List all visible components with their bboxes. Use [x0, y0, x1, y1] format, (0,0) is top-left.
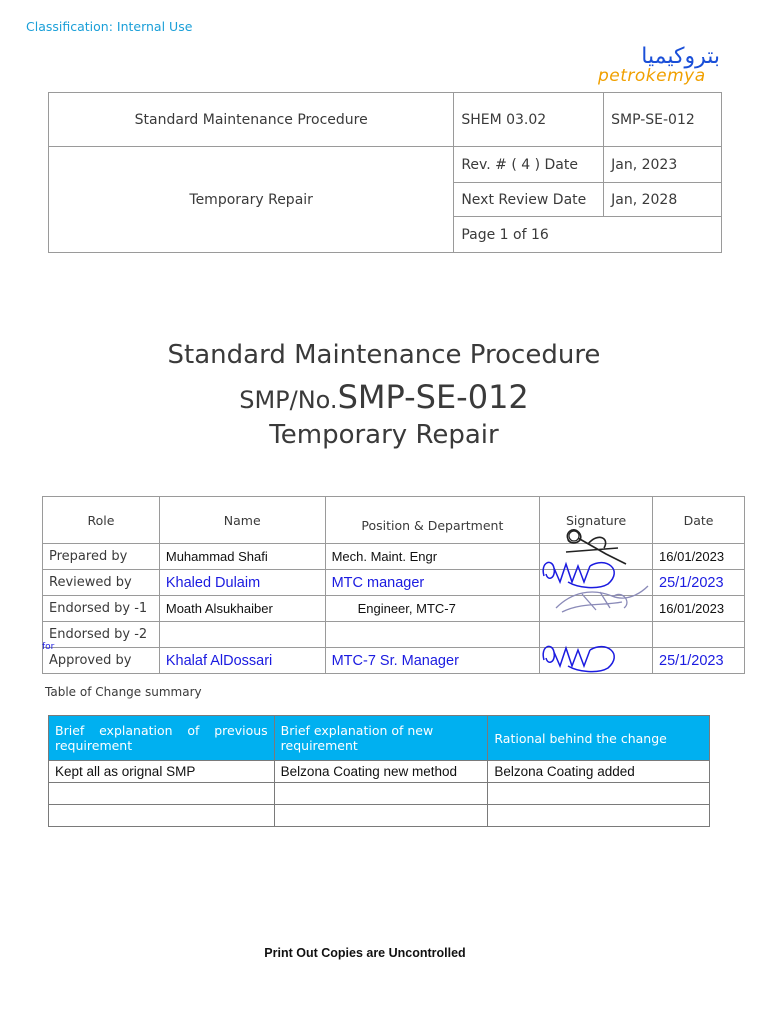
company-logo — [596, 44, 726, 90]
rev-label: Rev. # ( 4 ) Date — [454, 147, 604, 183]
page-indicator: Page 1 of 16 — [454, 217, 722, 253]
header-name: Name — [159, 497, 325, 544]
header-role: Role — [43, 497, 160, 544]
new-cell — [274, 805, 488, 827]
date-cell: 25/1/2023 — [653, 570, 745, 596]
table-row — [49, 783, 710, 805]
new-cell: Belzona Coating new method — [274, 761, 488, 783]
position-cell — [325, 622, 540, 648]
table-row — [49, 761, 710, 783]
header-position: Position & Department — [325, 497, 540, 544]
table-row — [43, 648, 745, 674]
logo-english-text: petrokemya — [598, 66, 706, 86]
next-review-label: Next Review Date — [454, 183, 604, 217]
position-cell: MTC manager — [325, 570, 540, 596]
role-cell: Prepared by — [43, 544, 160, 570]
rev-date: Jan, 2023 — [604, 147, 722, 183]
document-header-table — [48, 92, 722, 253]
table-row — [43, 544, 745, 570]
signature-approved-by — [538, 636, 628, 676]
for-note: for — [42, 642, 55, 652]
role-cell: Reviewed by — [43, 570, 160, 596]
header-rational: Rational behind the change — [488, 716, 710, 761]
date-cell: 16/01/2023 — [653, 596, 745, 622]
next-review-date: Jan, 2028 — [604, 183, 722, 217]
name-cell: Khaled Dulaim — [159, 570, 325, 596]
role-cell: Endorsed by -2 — [43, 622, 160, 648]
name-cell: Moath Alsukhaiber — [159, 596, 325, 622]
smp-number: SMP-SE-012 — [337, 378, 529, 416]
name-cell: Khalaf AlDossari — [159, 648, 325, 674]
shem-code: SHEM 03.02 — [454, 93, 604, 147]
header-previous: Brief explanation of previous requirement — [49, 716, 275, 761]
role-cell: Endorsed by -1 — [43, 596, 160, 622]
logo-arabic-text: بتروكيميا — [641, 44, 720, 69]
previous-cell — [49, 783, 275, 805]
rational-cell: Belzona Coating added — [488, 761, 710, 783]
role-cell: Approved by — [43, 648, 160, 674]
rational-cell — [488, 805, 710, 827]
position-cell: Mech. Maint. Engr — [325, 544, 540, 570]
name-cell: Muhammad Shafi — [159, 544, 325, 570]
date-cell: 25/1/2023 — [653, 648, 745, 674]
procedure-type: Standard Maintenance Procedure — [49, 93, 454, 147]
title-line-2 — [0, 378, 768, 416]
table-row — [43, 622, 745, 648]
position-cell: MTC-7 Sr. Manager — [325, 648, 540, 674]
signature-endorsed-by-1 — [552, 582, 652, 618]
title-line-1: Standard Maintenance Procedure — [167, 340, 601, 370]
previous-cell: Kept all as orignal SMP — [49, 761, 275, 783]
title-line-3: Temporary Repair — [269, 420, 499, 450]
date-cell — [653, 622, 745, 648]
doc-number: SMP-SE-012 — [604, 93, 722, 147]
header-date: Date — [653, 497, 745, 544]
rational-cell — [488, 783, 710, 805]
doc-title: Temporary Repair — [49, 147, 454, 253]
header-signature: Signature — [540, 497, 653, 544]
previous-cell — [49, 805, 275, 827]
new-cell — [274, 783, 488, 805]
header-new: Brief explanation of new requirement — [274, 716, 488, 761]
classification-label: Classification: Internal Use — [26, 19, 193, 34]
change-summary-label: Table of Change summary — [45, 685, 202, 699]
change-summary-table — [48, 715, 710, 827]
table-row — [49, 805, 710, 827]
footer-note: Print Out Copies are Uncontrolled — [264, 946, 466, 960]
name-cell — [159, 622, 325, 648]
position-cell: Engineer, MTC-7 — [325, 596, 540, 622]
date-cell: 16/01/2023 — [653, 544, 745, 570]
smp-prefix: SMP/No. — [239, 386, 338, 414]
